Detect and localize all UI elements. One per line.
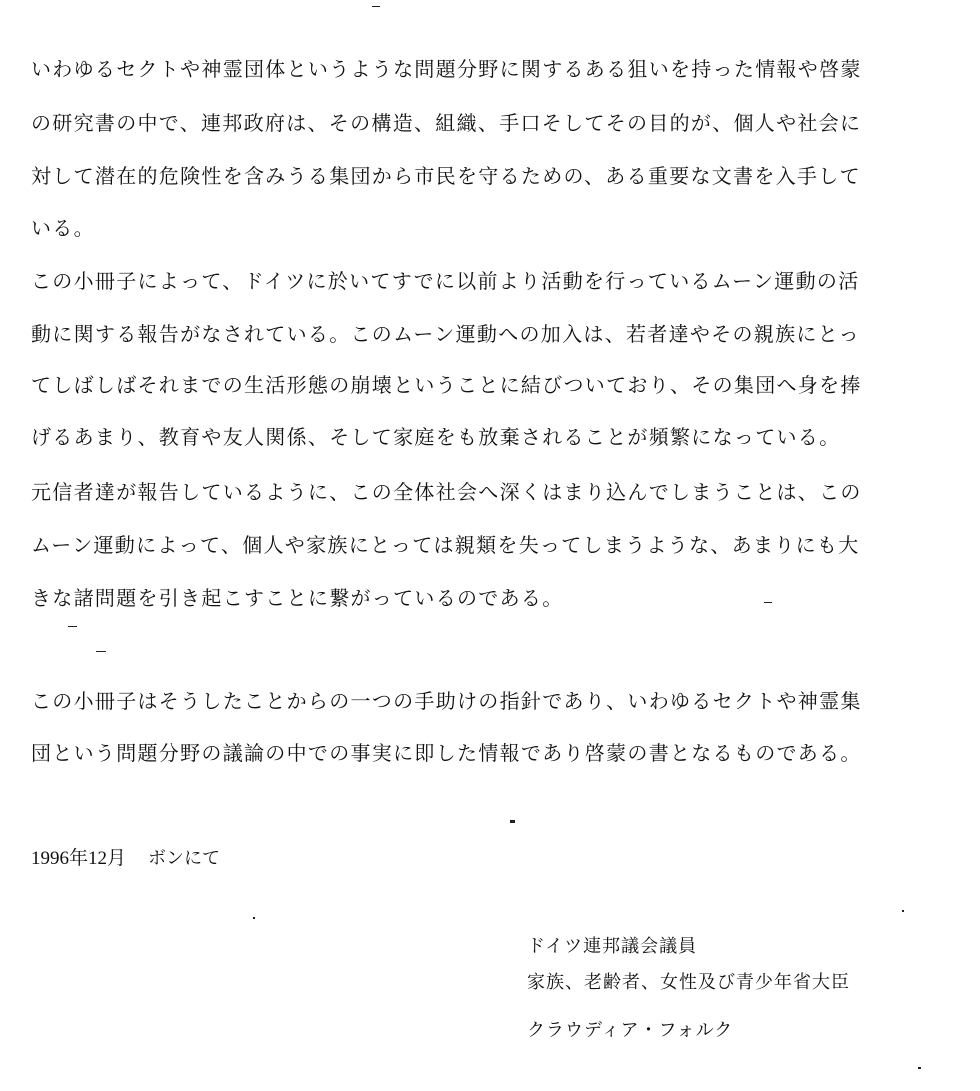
body-text-line: いる。 — [31, 216, 95, 240]
body-text-line: 団という問題分野の議論の中での事実に即した情報であり啓蒙の書となるものである。 — [31, 741, 862, 765]
scan-speck — [764, 602, 772, 603]
scan-speck — [253, 917, 255, 919]
body-text-line: いわゆるセクトや神霊団体というような問題分野に関するある狙いを持った情報や啓蒙 — [31, 57, 862, 81]
scan-speck — [372, 6, 380, 7]
body-text-line: きな諸問題を引き起こすことに繋がっているのである。 — [31, 586, 564, 610]
signature-title-2: 家族、老齢者、女性及び青少年省大臣 — [527, 972, 850, 993]
body-text-line: 動に関する報告がなされている。このムーン運動への加入は、若者達やその親族にとっ — [31, 322, 860, 346]
signature-title-1: ドイツ連邦議会議員 — [527, 936, 698, 957]
body-text-line: 元信者達が報告しているように、この全体社会へ深くはまり込んでしまうことは、この — [31, 480, 862, 504]
body-text-line: ムーン運動によって、個人や家族にとっては親類を失ってしまうような、あまりにも大 — [31, 533, 860, 557]
date-line — [31, 847, 220, 871]
scan-speck — [902, 910, 904, 912]
scan-speck — [96, 651, 106, 652]
signature-name: クラウディア・フォルク — [527, 1020, 734, 1041]
body-text-line: てしばしばそれまでの生活形態の崩壊ということに結びついており、その集団へ身を捧 — [31, 373, 862, 397]
body-text-line: 対して潜在的危険性を含みうる集団から市民を守るための、ある重要な文書を入手して — [31, 164, 861, 188]
body-text-line: この小冊子によって、ドイツに於いてすでに以前より活動を行っているムーン運動の活 — [31, 269, 860, 293]
date-text: 1996年12月 — [31, 848, 127, 869]
place-text: ボンにて — [148, 848, 221, 869]
scan-speck — [68, 626, 77, 627]
scan-speck — [510, 820, 515, 823]
body-text-line: の研究書の中で、連邦政府は、その構造、組織、手口そしてその目的が、個人や社会に — [31, 111, 862, 135]
scan-speck — [918, 1067, 921, 1069]
body-text-line: げるあまり、教育や友人関係、そして家庭をも放棄されることが頻繁になっている。 — [31, 425, 841, 449]
body-text-line: この小冊子はそうしたことからの一つの手助けの指針であり、いわゆるセクトや神霊集 — [31, 689, 862, 713]
